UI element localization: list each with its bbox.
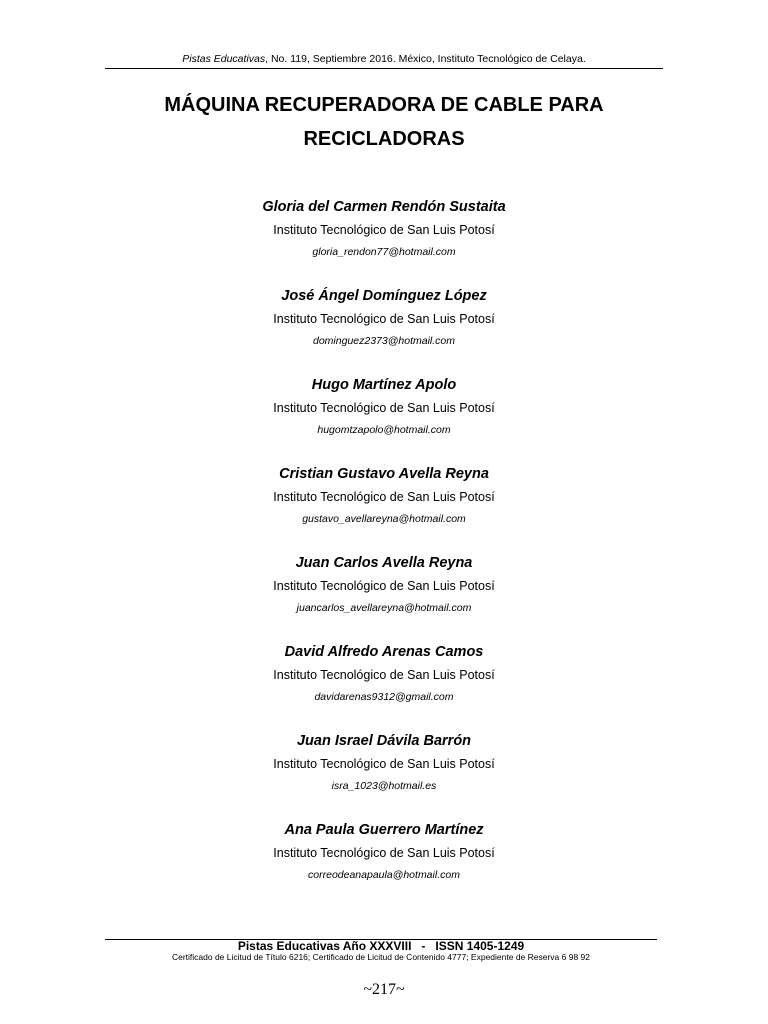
author-block [84, 552, 684, 641]
article-title [84, 88, 684, 156]
author-name: Hugo Martínez Apolo [311, 377, 457, 393]
author-institution: Instituto Tecnológico de San Luis Potosí [273, 312, 495, 326]
author-institution: Instituto Tecnológico de San Luis Potosí [273, 668, 495, 682]
author-name: Gloria del Carmen Rendón Sustaita [262, 199, 506, 215]
author-email: isra_1023@hotmail.es [331, 780, 437, 792]
author-email: gustavo_avellareyna@hotmail.com [302, 513, 466, 525]
running-header [105, 52, 663, 66]
author-block [84, 196, 684, 285]
author-name: Cristian Gustavo Avella Reyna [279, 466, 489, 482]
header-rule [105, 68, 663, 69]
author-institution: Instituto Tecnológico de San Luis Potosí [273, 490, 495, 504]
author-block [84, 819, 684, 908]
author-email: hugomtzapolo@hotmail.com [317, 424, 451, 436]
author-name: Juan Israel Dávila Barrón [296, 733, 472, 749]
author-institution: Instituto Tecnológico de San Luis Potosí [273, 757, 495, 771]
footer-journal-issn: Pistas Educativas Año XXXVIII - ISSN 1405-1249 [237, 939, 525, 953]
author-block [84, 730, 684, 819]
author-name: David Alfredo Arenas Camos [284, 644, 484, 660]
author-name: José Ángel Domínguez López [281, 288, 487, 304]
author-block [84, 463, 684, 552]
author-institution: Instituto Tecnológico de San Luis Potosí [273, 846, 495, 860]
journal-name: Pistas Educativas [182, 53, 266, 65]
author-block [84, 285, 684, 374]
title-line-2: RECICLADORAS [303, 128, 465, 150]
author-institution: Instituto Tecnológico de San Luis Potosí [273, 401, 495, 415]
author-email: dominguez2373@hotmail.com [313, 335, 455, 347]
author-block [84, 641, 684, 730]
author-email: juancarlos_avellareyna@hotmail.com [296, 602, 472, 614]
issue-info: , No. 119, Septiembre 2016. México, Instituto Tecnológico de Celaya. [265, 53, 586, 65]
author-name: Ana Paula Guerrero Martínez [284, 822, 484, 838]
author-institution: Instituto Tecnológico de San Luis Potosí [273, 223, 495, 237]
title-line-1: MÁQUINA RECUPERADORA DE CABLE PARA [164, 94, 604, 116]
page-number: ~217~ [363, 981, 405, 998]
author-email: davidarenas9312@gmail.com [314, 691, 454, 703]
author-name: Juan Carlos Avella Reyna [295, 555, 473, 571]
author-list [84, 196, 684, 908]
author-block [84, 374, 684, 463]
footer-certificates: Certificado de Licitud de Título 6216; Certificado de Licitud de Contenido 4777; Expediente de Reserva 6 98 92 [171, 952, 591, 962]
author-email: correodeanapaula@hotmail.com [308, 869, 460, 881]
author-institution: Instituto Tecnológico de San Luis Potosí [273, 579, 495, 593]
author-email: gloria_rendon77@hotmail.com [312, 246, 456, 258]
